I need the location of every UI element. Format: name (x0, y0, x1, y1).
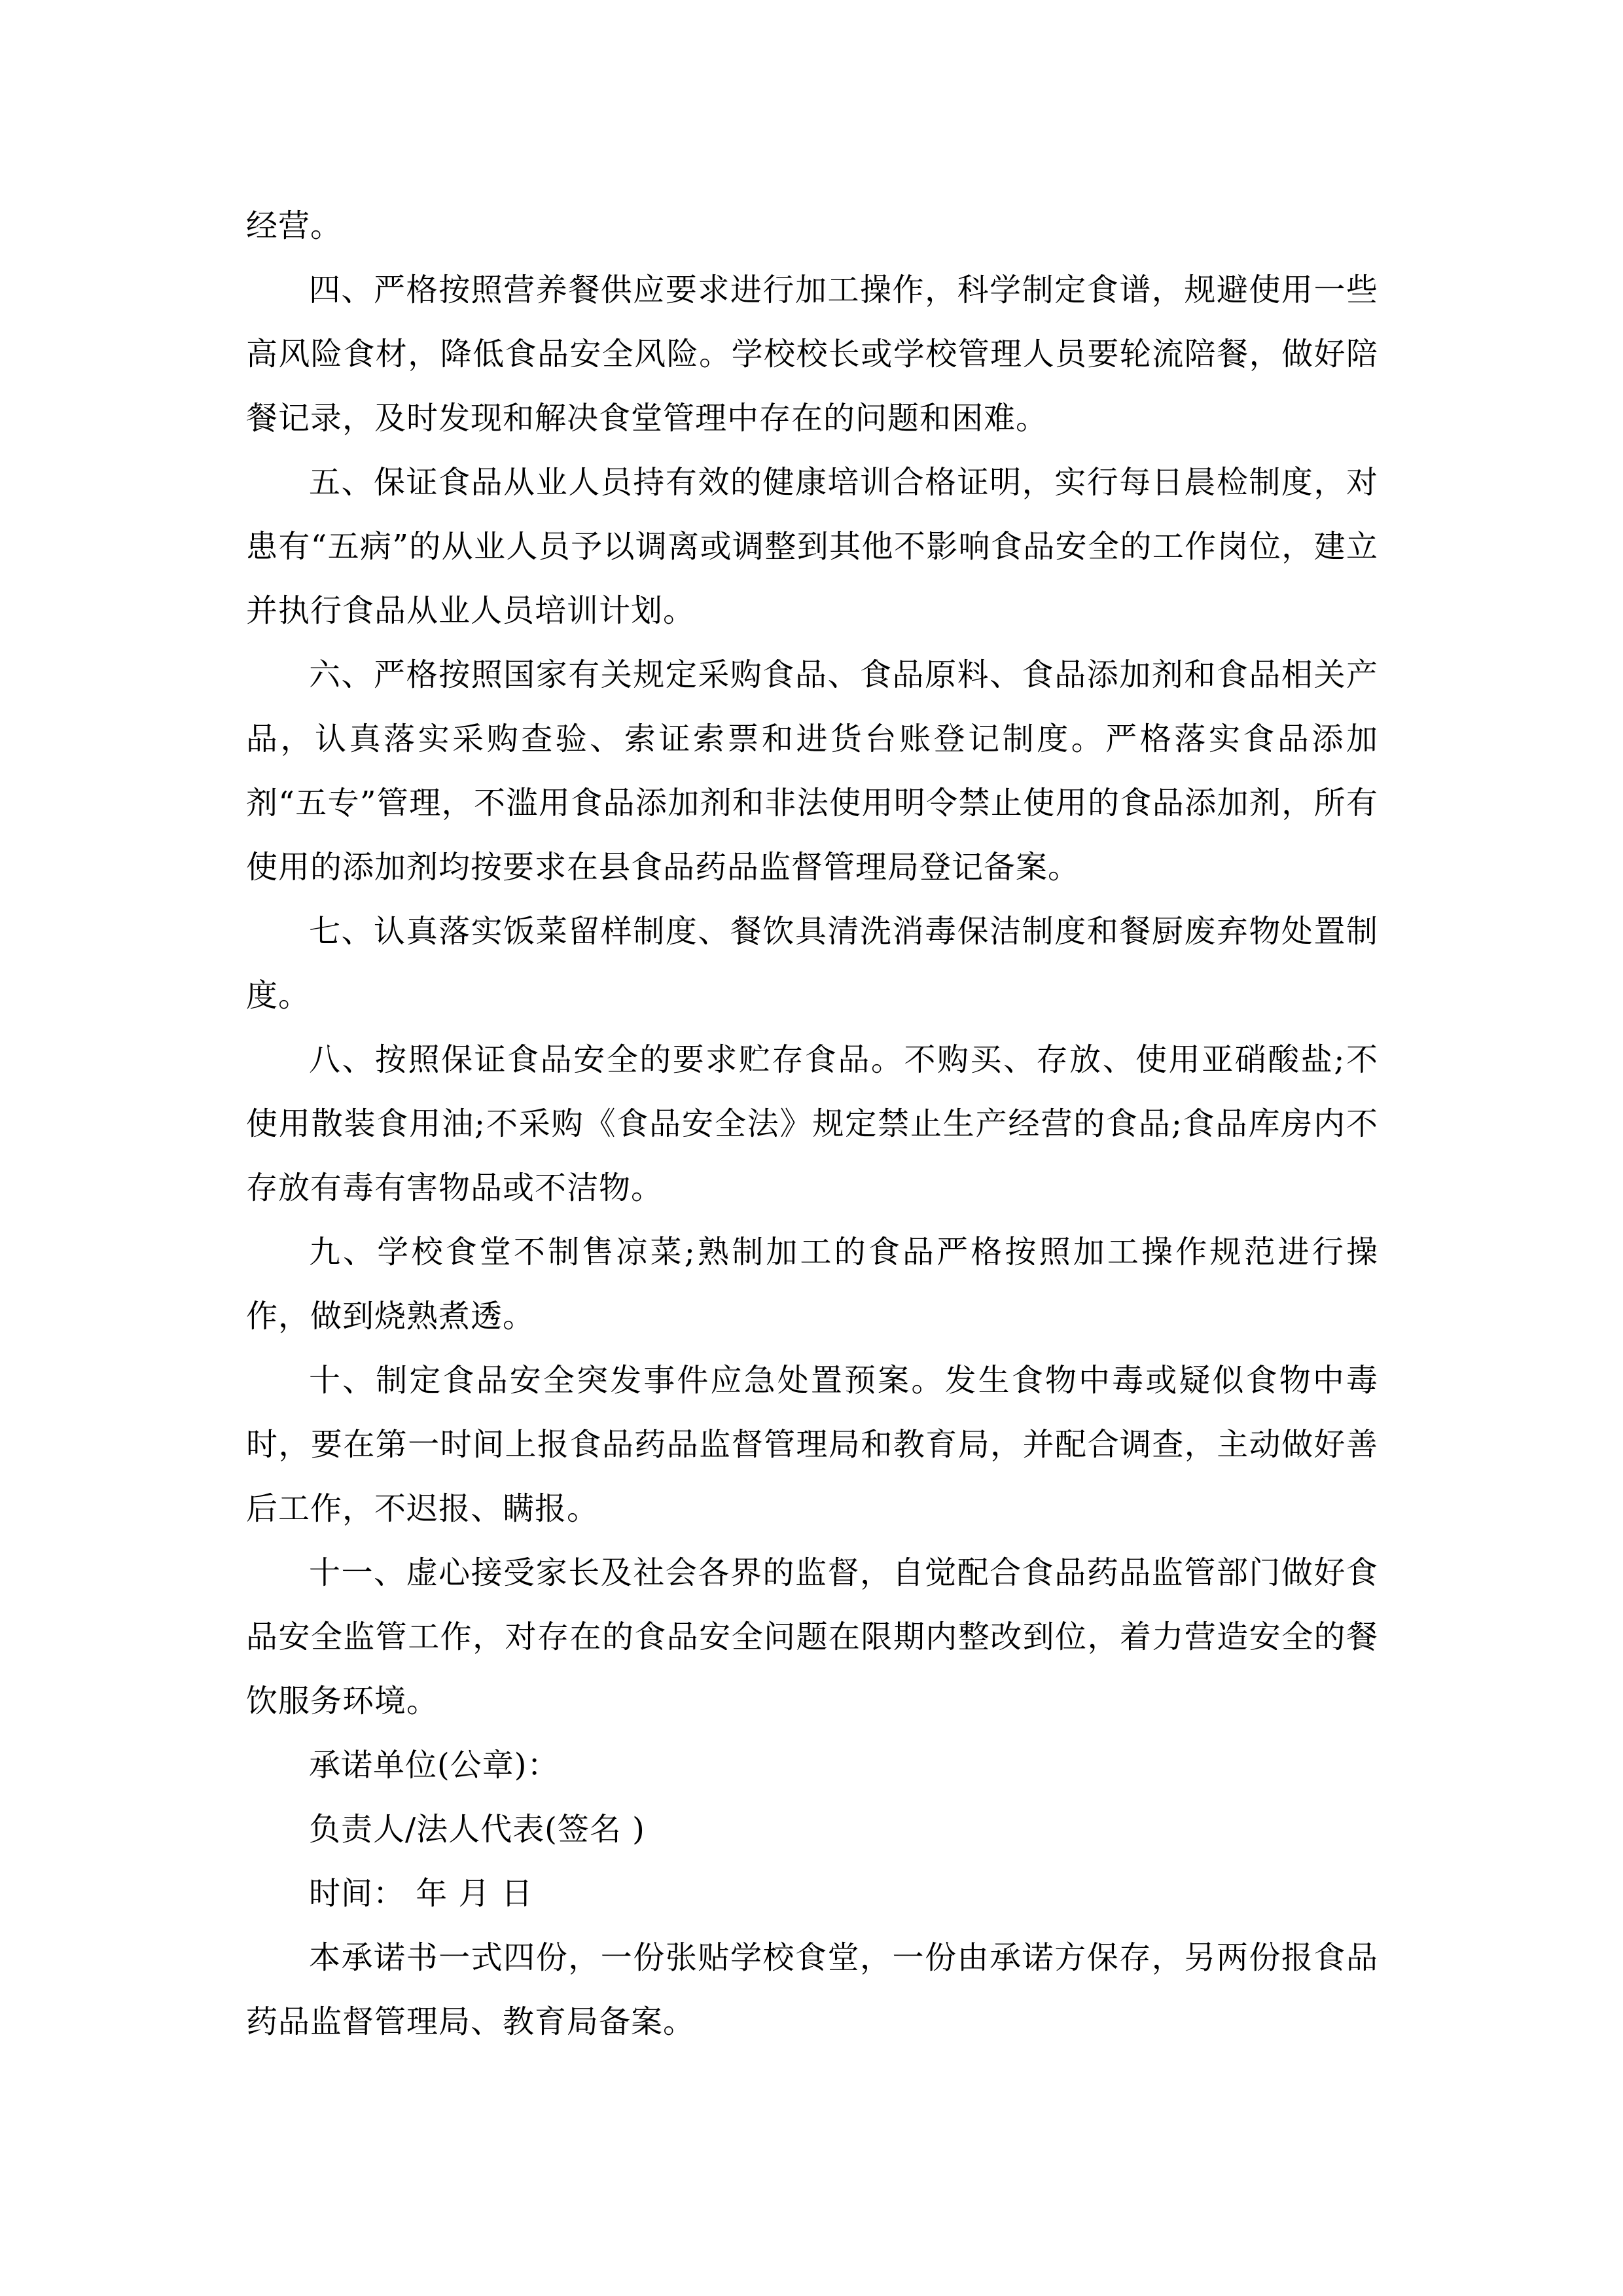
signatory-line: 负责人/法人代表(签名 ) (309, 1811, 645, 1848)
paragraph-item-7: 七、认真落实饭菜留样制度、餐饮具清洗消毒保洁制度和餐厨废弃物处置制度。 (246, 913, 1378, 1014)
date-line: 时间： 年 月 日 (309, 1875, 533, 1912)
paragraph-item-5: 五、保证食品从业人员持有效的健康培训合格证明，实行每日晨检制度，对患有“五病”的从业人员予以调离或调整到其他不影响食品安全的工作岗位，建立并执行食品从业人员培训计划。 (246, 464, 1378, 629)
paragraph-item-11: 十一、虚心接受家长及社会各界的监督，自觉配合食品药品监管部门做好食品安全监管工作，对存在的食品安全问题在限期内整改到位，着力营造安全的餐饮服务环境。 (246, 1554, 1378, 1719)
copies-note: 本承诺书一式四份，一份张贴学校食堂，一份由承诺方保存，另两份报食品药品监督管理局、教育局备案。 (246, 1939, 1378, 2040)
document-body (246, 194, 1378, 2054)
paragraph-item-8: 八、按照保证食品安全的要求贮存食品。不购买、存放、使用亚硝酸盐;不使用散装食用油;不采购《食品安全法》规定禁止生产经营的食品;食品库房内不存放有毒有害物品或不洁物。 (246, 1041, 1378, 1206)
paragraph-item-6: 六、严格按照国家有关规定采购食品、食品原料、食品添加剂和食品相关产品，认真落实采购查验、索证索票和进货台账登记制度。严格落实食品添加剂“五专”管理，不滥用食品添加剂和非法使用明令禁止使用的食品添加剂，所有使用的添加剂均按要求在县食品药品监督管理局登记备案。 (246, 656, 1378, 886)
paragraph-item-10: 十、制定食品安全突发事件应急处置预案。发生食物中毒或疑似食物中毒时，要在第一时间上报食品药品监督管理局和教育局，并配合调查，主动做好善后工作，不迟报、瞒报。 (246, 1362, 1378, 1527)
pledge-unit-line: 承诺单位(公章)： (309, 1747, 560, 1784)
paragraph-item-4: 四、严格按照营养餐供应要求进行加工操作，科学制定食谱，规避使用一些高风险食材，降低食品安全风险。学校校长或学校管理人员要轮流陪餐，做好陪餐记录，及时发现和解决食堂管理中存在的问题和困难。 (246, 272, 1378, 437)
paragraph-item-9: 九、学校食堂不制售凉菜;熟制加工的食品严格按照加工操作规范进行操作，做到烧熟煮透。 (246, 1234, 1378, 1335)
paragraph-continuation: 经营。 (246, 207, 343, 244)
